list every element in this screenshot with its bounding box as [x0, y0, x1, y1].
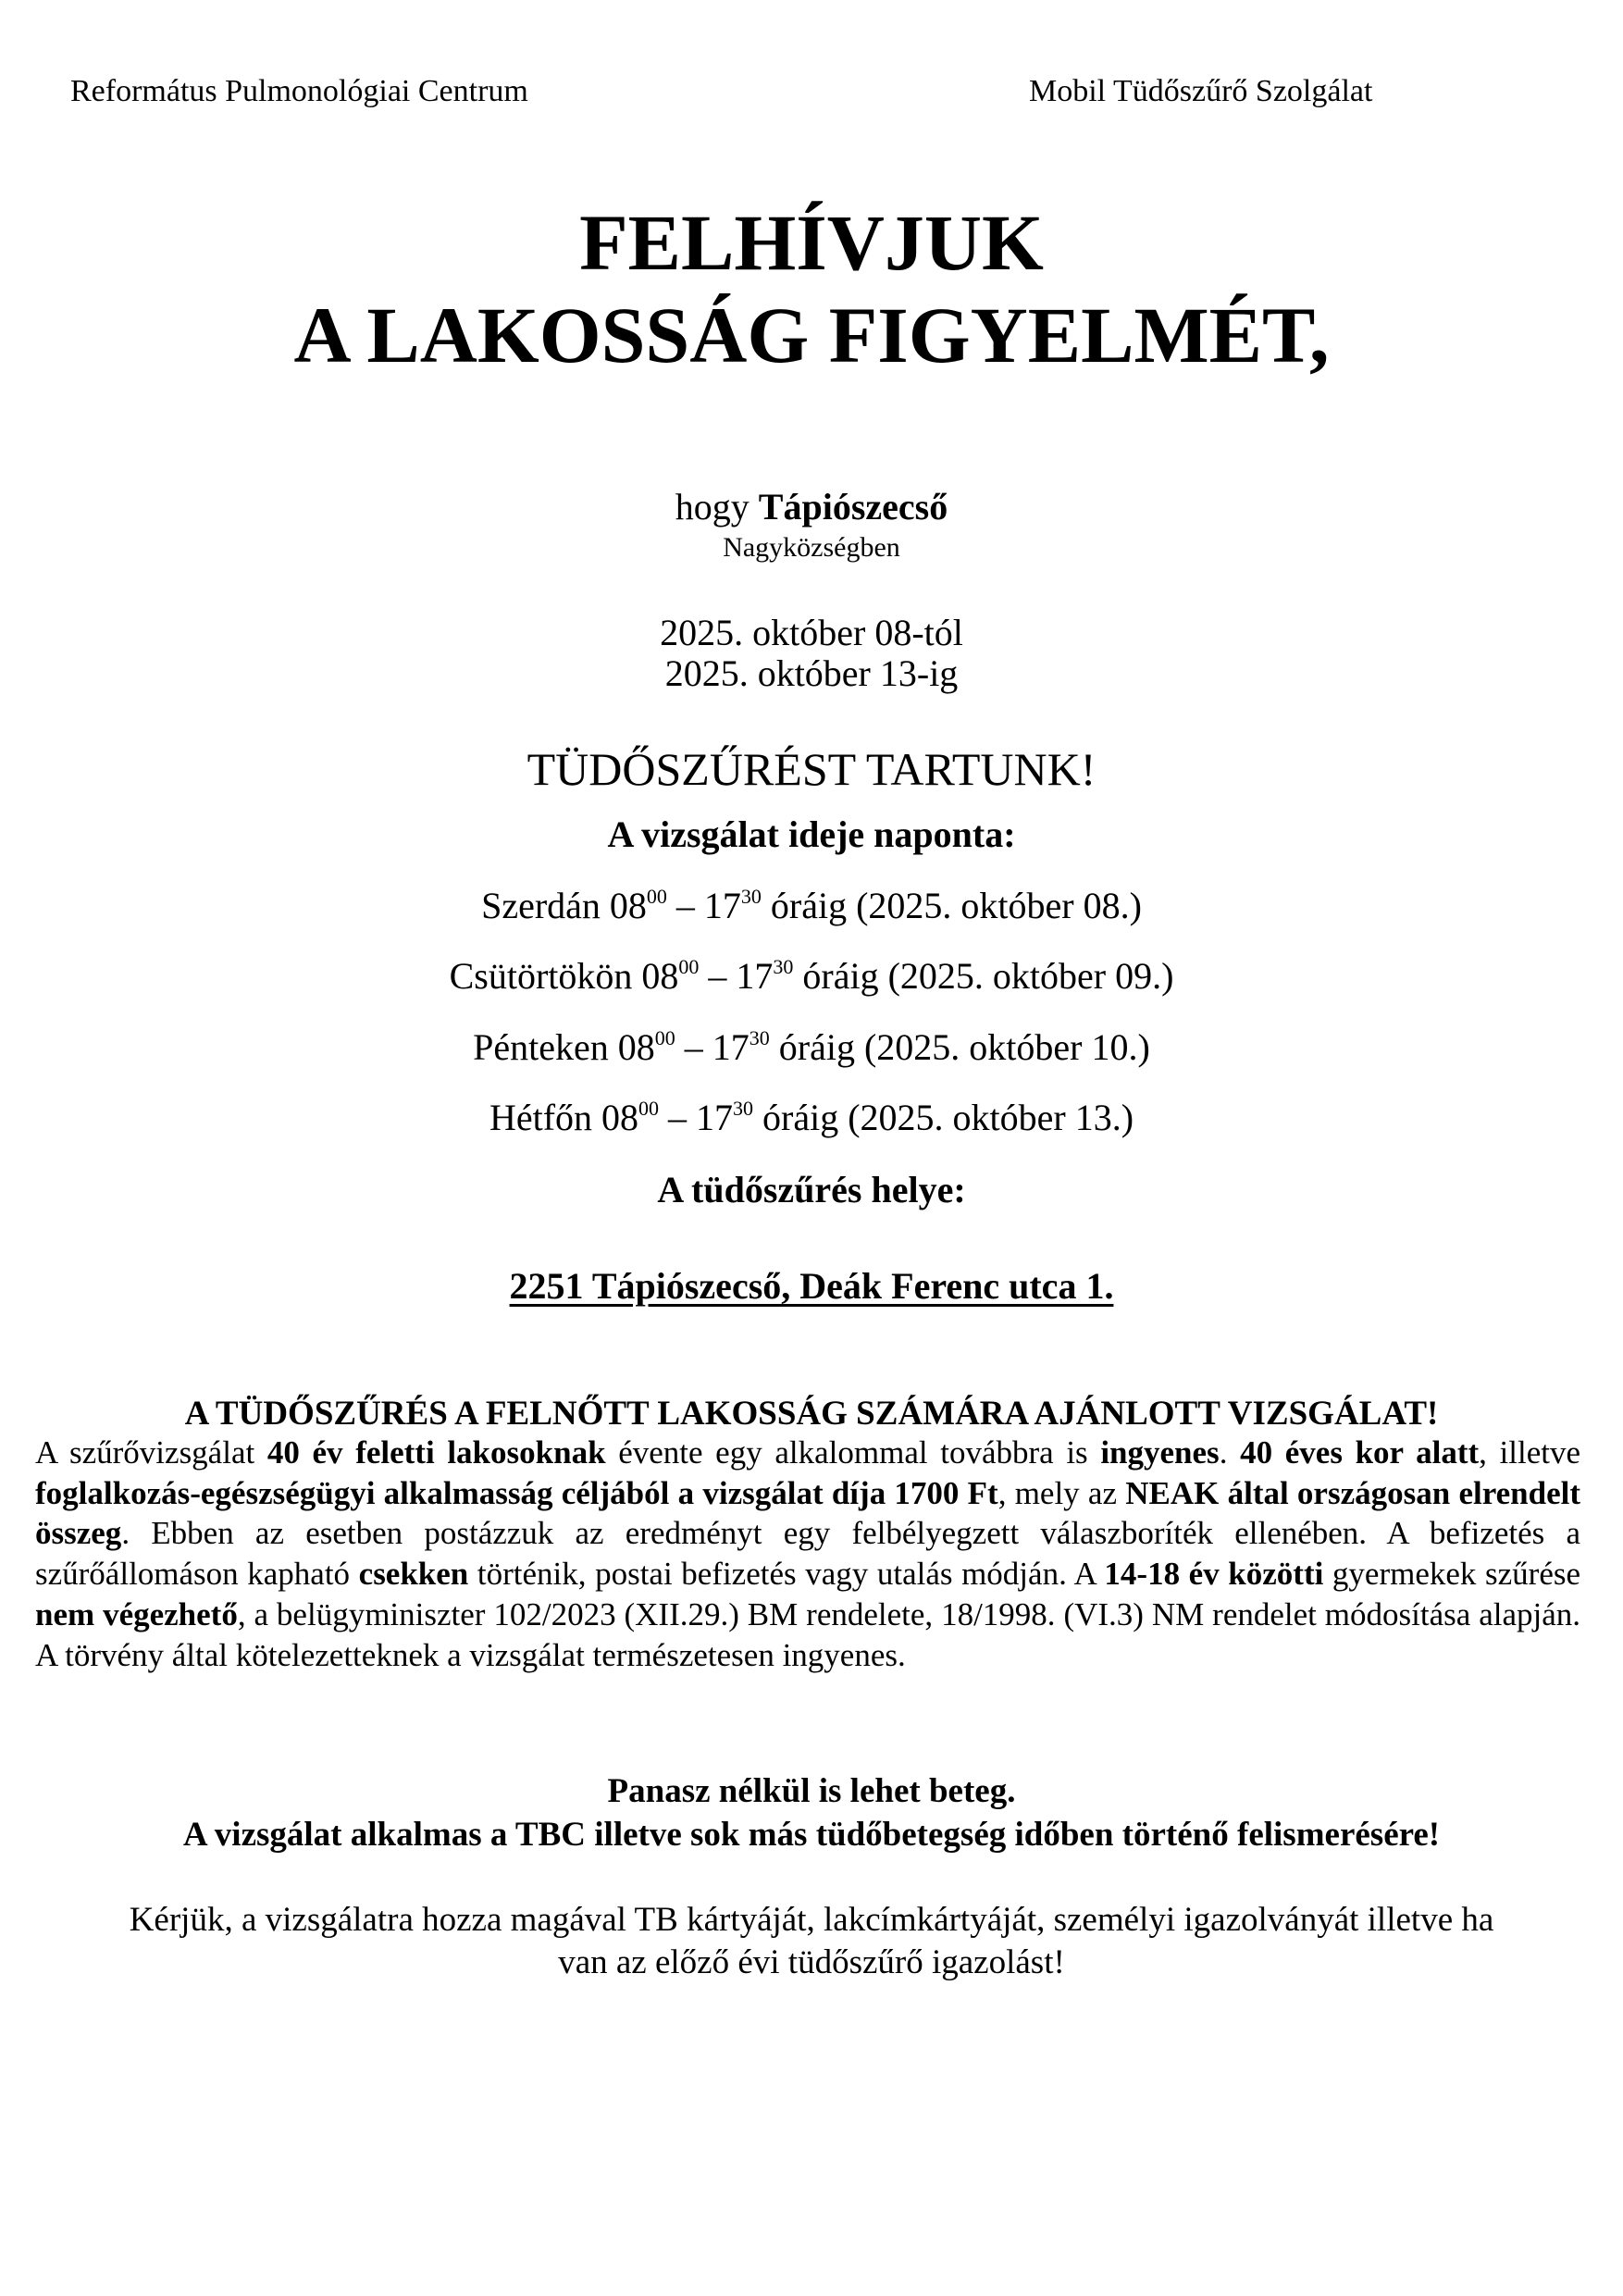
notice-emphasis: csekken [358, 1556, 469, 1593]
venue-address-text: 2251 Tápiószecső, Deák Ferenc utca 1. [509, 1265, 1114, 1307]
service-name: Mobil Tüdőszűrő Szolgálat [1029, 74, 1373, 108]
schedule-row [0, 1096, 1623, 1139]
end-minute: 30 [740, 885, 762, 908]
notice-paragraph [35, 1433, 1580, 1675]
schedule-title: A vizsgálat ideje naponta: [607, 813, 1016, 855]
dash: – [668, 1097, 688, 1138]
schedule-suffix: óráig [802, 955, 879, 997]
start-minute: 00 [638, 1097, 660, 1120]
town-name: Tápiószecső [758, 486, 948, 527]
notice-emphasis: ingyenes [1100, 1434, 1220, 1471]
end-hour: 17 [703, 885, 741, 926]
town-type: Nagyközségben [723, 532, 900, 563]
bring-documents-notice [0, 1899, 1623, 1984]
schedule-day: Csütörtökön [449, 955, 633, 997]
end-hour: 17 [696, 1097, 734, 1138]
notice-emphasis: nem végezhető [35, 1595, 238, 1632]
notice-heading: A TÜDŐSZŰRÉS A FELNŐTT LAKOSSÁG SZÁMÁRA AJÁNLOTT VIZSGÁLAT! [184, 1395, 1439, 1433]
period-to: 2025. október 13-ig [664, 652, 959, 694]
page-title [0, 196, 1623, 381]
schedule-suffix: óráig [778, 1026, 855, 1068]
notice-text: , mely az [997, 1474, 1126, 1511]
schedule-suffix: óráig [770, 885, 848, 926]
schedule-date: (2025. október 10.) [863, 1026, 1150, 1068]
start-hour: 08 [601, 1097, 639, 1138]
warning-block [0, 1769, 1623, 1856]
screening-period [0, 613, 1623, 694]
notice-text: A szűrővizsgálat [35, 1434, 267, 1471]
title-line-1: FELHÍVJUK [579, 198, 1044, 287]
period-from: 2025. október 08-tól [660, 612, 963, 653]
warning-line-2: A vizsgálat alkalmas a TBC illetve sok más tüdőbetegség időben történő felismerésére! [182, 1816, 1441, 1854]
schedule-date: (2025. október 13.) [848, 1097, 1134, 1138]
venue-title: A tüdőszűrés helye: [657, 1169, 966, 1210]
end-minute: 30 [749, 1026, 770, 1049]
notice-text: . [1219, 1434, 1241, 1471]
warning-line-1: Panasz nélkül is lehet beteg. [607, 1772, 1016, 1810]
notice-text: , illetve [1479, 1434, 1581, 1471]
announcement-heading: TÜDŐSZŰRÉST TARTUNK! [527, 743, 1096, 795]
schedule-suffix: óráig [762, 1097, 839, 1138]
notice-text: . Ebben az esetben postázzuk az eredményt egy felbélyegzett válaszboríték ellenében. A befizetés a szűrőállomáson kapható [35, 1515, 1580, 1593]
schedule-row [0, 954, 1623, 998]
venue-address [0, 1264, 1623, 1308]
notice-text: gyermekek szűrése [1323, 1556, 1581, 1593]
notice-emphasis: 14-18 év közötti [1104, 1556, 1324, 1593]
schedule-day: Hétfőn [489, 1097, 593, 1138]
schedule-row [0, 884, 1623, 927]
notice-emphasis: 40 éves kor alatt [1240, 1434, 1480, 1471]
schedule-date: (2025. október 09.) [887, 955, 1174, 997]
schedule-day: Szerdán [481, 885, 601, 926]
location-prefix: hogy [675, 486, 759, 527]
title-line-2: A LAKOSSÁG FIGYELMÉT, [293, 291, 1330, 379]
start-minute: 00 [654, 1026, 675, 1049]
bring-line-1: Kérjük, a vizsgálatra hozza magával TB kártyáját, lakcímkártyáját, személyi igazolványát illetve ha [129, 1901, 1494, 1939]
end-minute: 30 [773, 955, 794, 978]
start-hour: 08 [641, 955, 679, 997]
start-hour: 08 [617, 1026, 655, 1068]
start-hour: 08 [609, 885, 647, 926]
location-line [0, 485, 1623, 528]
notice-text: , a belügyminiszter 102/2023 (XII.29.) BM rendelete, 18/1998. (VI.3) NM rendelet módosítása alapján. A törvény által kötelezetteknek a vizsgálat természetesen ingyenes. [35, 1595, 1580, 1673]
dash: – [675, 885, 695, 926]
end-minute: 30 [733, 1097, 754, 1120]
start-minute: 00 [678, 955, 700, 978]
notice-emphasis: 40 év feletti lakosoknak [266, 1434, 606, 1471]
dash: – [708, 955, 727, 997]
bring-line-2: van az előző évi tüdőszűrő igazolást! [558, 1943, 1065, 1981]
dash: – [684, 1026, 703, 1068]
notice-text: évente egy alkalommal továbbra is [605, 1434, 1101, 1471]
end-hour: 17 [736, 955, 774, 997]
notice-emphasis: foglalkozás-egészségügyi alkalmasság céljából a vizsgálat díja 1700 Ft [35, 1474, 998, 1511]
organization-name: Református Pulmonológiai Centrum [70, 74, 528, 108]
notice-emphasis: NEAK által országosan elrendelt összeg [35, 1474, 1580, 1552]
end-hour: 17 [712, 1026, 750, 1068]
schedule-row [0, 1025, 1623, 1069]
start-minute: 00 [646, 885, 667, 908]
schedule-day: Pénteken [473, 1026, 609, 1068]
schedule-date: (2025. október 08.) [856, 885, 1142, 926]
notice-text: történik, postai befizetés vagy utalás módján. A [468, 1556, 1105, 1593]
